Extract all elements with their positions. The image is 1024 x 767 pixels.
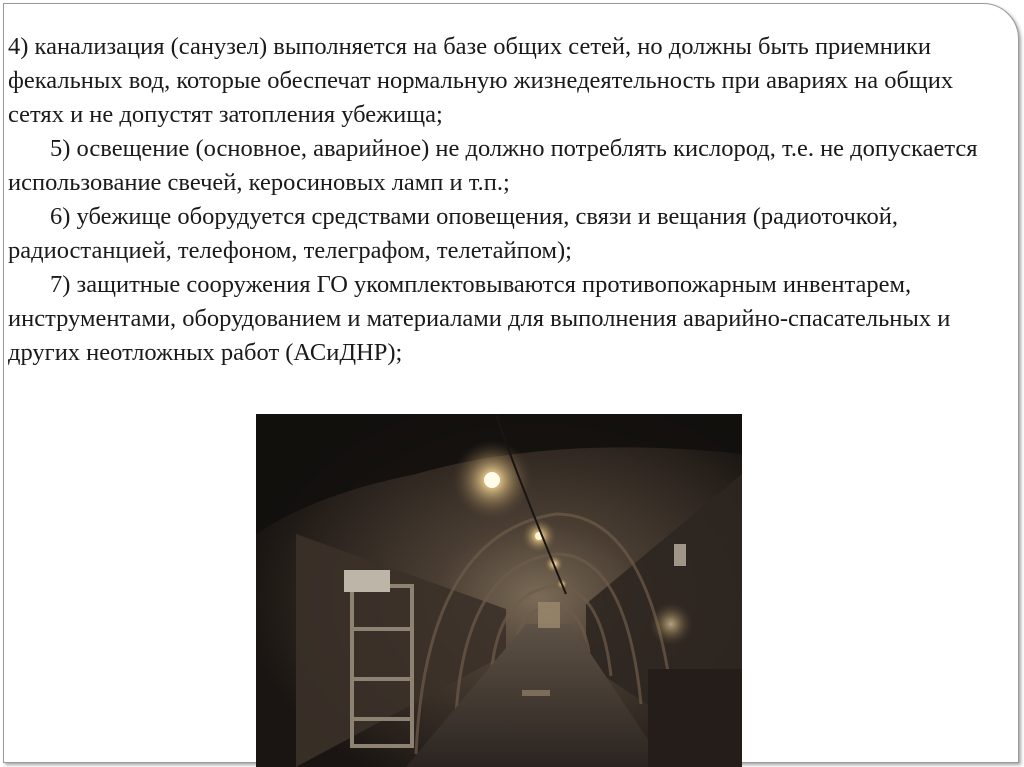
paragraph-equipment: 7) защитные сооружения ГО укомплектовываются противопожарным инвентарем, инструментами, оборудованием и материалами для выполнения аварийно-спасательных и других неотложных работ (АСиДНР); <box>8 271 951 366</box>
paragraph-lighting: 5) освещение (основное, аварийное) не должно потреблять кислород, т.е. не допускается использование свечей, керосиновых ламп и т.п.; <box>8 135 978 196</box>
paragraph-sewerage: 4) канализация (санузел) выполняется на базе общих сетей, но должны быть приемники фекальных вод, которые обеспечат нормальную жизнедеятельность при авариях на общих сетях и не допустят затопления убежища; <box>8 33 954 128</box>
paragraph-communication: 6) убежище оборудуется средствами оповещения, связи и вещания (радиоточкой, радиостанцией, телефоном, телеграфом, телетайпом); <box>8 203 898 264</box>
bunker-tunnel-photo <box>256 414 742 767</box>
slide-body-text <box>8 30 1008 370</box>
